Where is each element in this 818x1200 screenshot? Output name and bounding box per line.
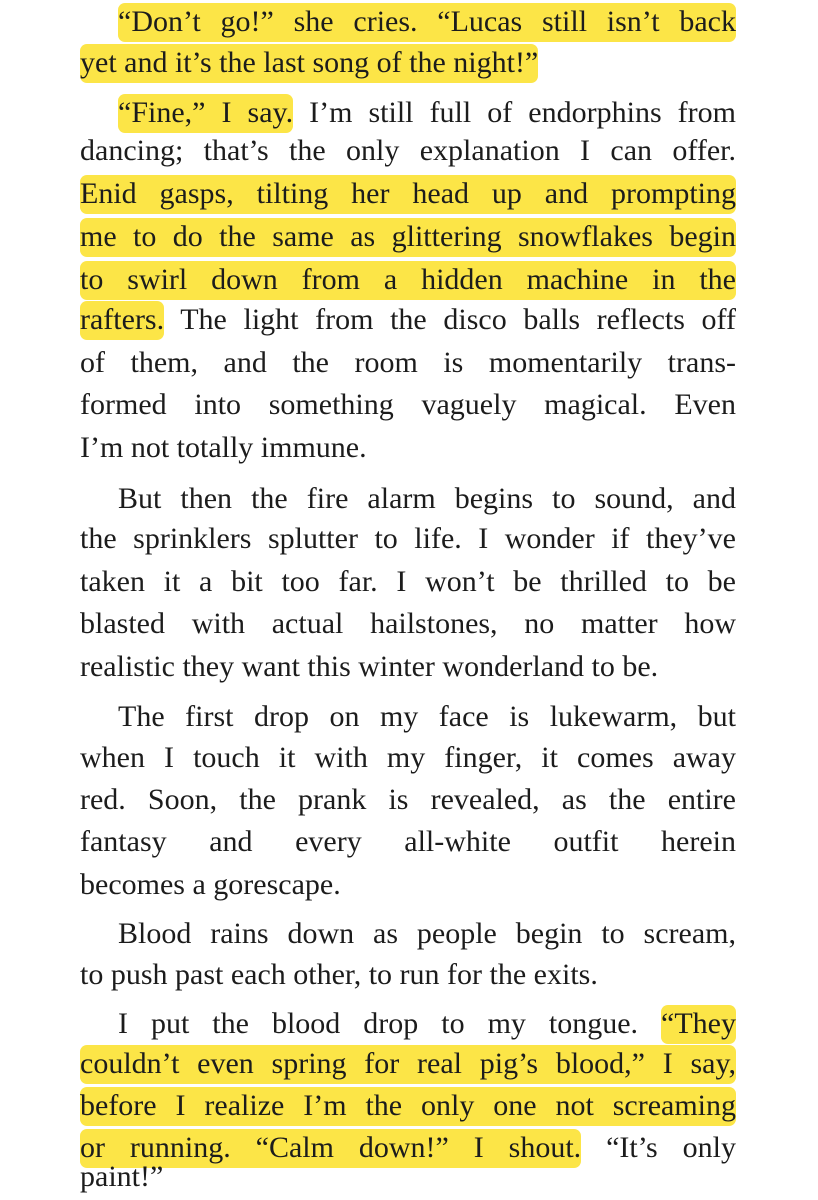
body-text: I’m still full of endorphins from (293, 96, 736, 129)
body-text: of them, and the room is momentarily trans- (80, 346, 736, 379)
text-line (80, 341, 736, 385)
body-text: I’m not totally immune. (80, 431, 367, 464)
body-text: The first drop on my face is lukewarm, but (118, 700, 736, 733)
text-line (80, 1155, 736, 1199)
text-line (80, 41, 736, 85)
text-line (80, 129, 736, 173)
text-line (80, 426, 736, 470)
text-line (80, 383, 736, 427)
highlighted-text: to swirl down from a hidden machine in the (80, 261, 736, 300)
text-line (80, 863, 736, 907)
highlighted-text: before I realize I’m the only one not screaming (80, 1087, 736, 1126)
text-line (80, 645, 736, 689)
body-text: But then the fire alarm begins to sound, and (118, 482, 736, 515)
text-line (80, 1042, 736, 1086)
highlighted-text: rafters. (80, 301, 164, 340)
text-line (118, 1002, 736, 1046)
body-text: the sprinklers splutter to life. I wonder if they’ve (80, 522, 736, 555)
body-text: becomes a gorescape. (80, 868, 341, 901)
text-line (80, 258, 736, 302)
highlighted-text: yet and it’s the last song of the night!” (80, 44, 538, 83)
body-text: realistic they want this winter wonderland to be. (80, 650, 659, 683)
text-line (80, 736, 736, 780)
text-line (80, 215, 736, 259)
body-text: I put the blood drop to my tongue. (118, 1007, 662, 1040)
text-line (80, 602, 736, 646)
text-line (80, 172, 736, 216)
body-text: blasted with actual hailstones, no matter how (80, 607, 736, 640)
body-text: “It’s only (581, 1131, 736, 1164)
highlighted-text: “Don’t go!” she cries. “Lucas still isn’t back (118, 3, 736, 42)
body-text: fantasy and every all-white outfit herein (80, 825, 736, 858)
highlighted-text: or running. “Calm down!” I shout. (80, 1129, 581, 1168)
body-text: to push past each other, to run for the exits. (80, 958, 598, 991)
body-text: when I touch it with my finger, it comes away (80, 741, 736, 774)
body-text: The light from the disco balls reflects off (164, 303, 736, 336)
body-text: taken it a bit too far. I won’t be thrilled to be (80, 565, 736, 598)
text-line (80, 298, 736, 342)
highlighted-text: “They (661, 1005, 736, 1044)
text-line (80, 820, 736, 864)
text-line (118, 477, 736, 521)
body-text: Blood rains down as people begin to scream, (118, 917, 736, 950)
body-text: paint!” (80, 1160, 164, 1193)
text-line (118, 0, 736, 44)
highlighted-text: me to do the same as glittering snowflakes begin (80, 218, 736, 257)
text-line (80, 517, 736, 561)
text-line (80, 1084, 736, 1128)
highlighted-text: “Fine,” I say. (118, 94, 293, 133)
highlighted-text: couldn’t even spring for real pig’s blood,” I say, (80, 1045, 736, 1084)
body-text: red. Soon, the prank is revealed, as the entire (80, 783, 736, 816)
text-line (118, 912, 736, 956)
text-line (80, 953, 736, 997)
text-line (118, 695, 736, 739)
text-line (80, 560, 736, 604)
body-text: dancing; that’s the only explanation I can offer. (80, 134, 736, 167)
highlighted-text: Enid gasps, tilting her head up and prompting (80, 175, 736, 214)
text-line (80, 778, 736, 822)
body-text: formed into something vaguely magical. Even (80, 388, 736, 421)
